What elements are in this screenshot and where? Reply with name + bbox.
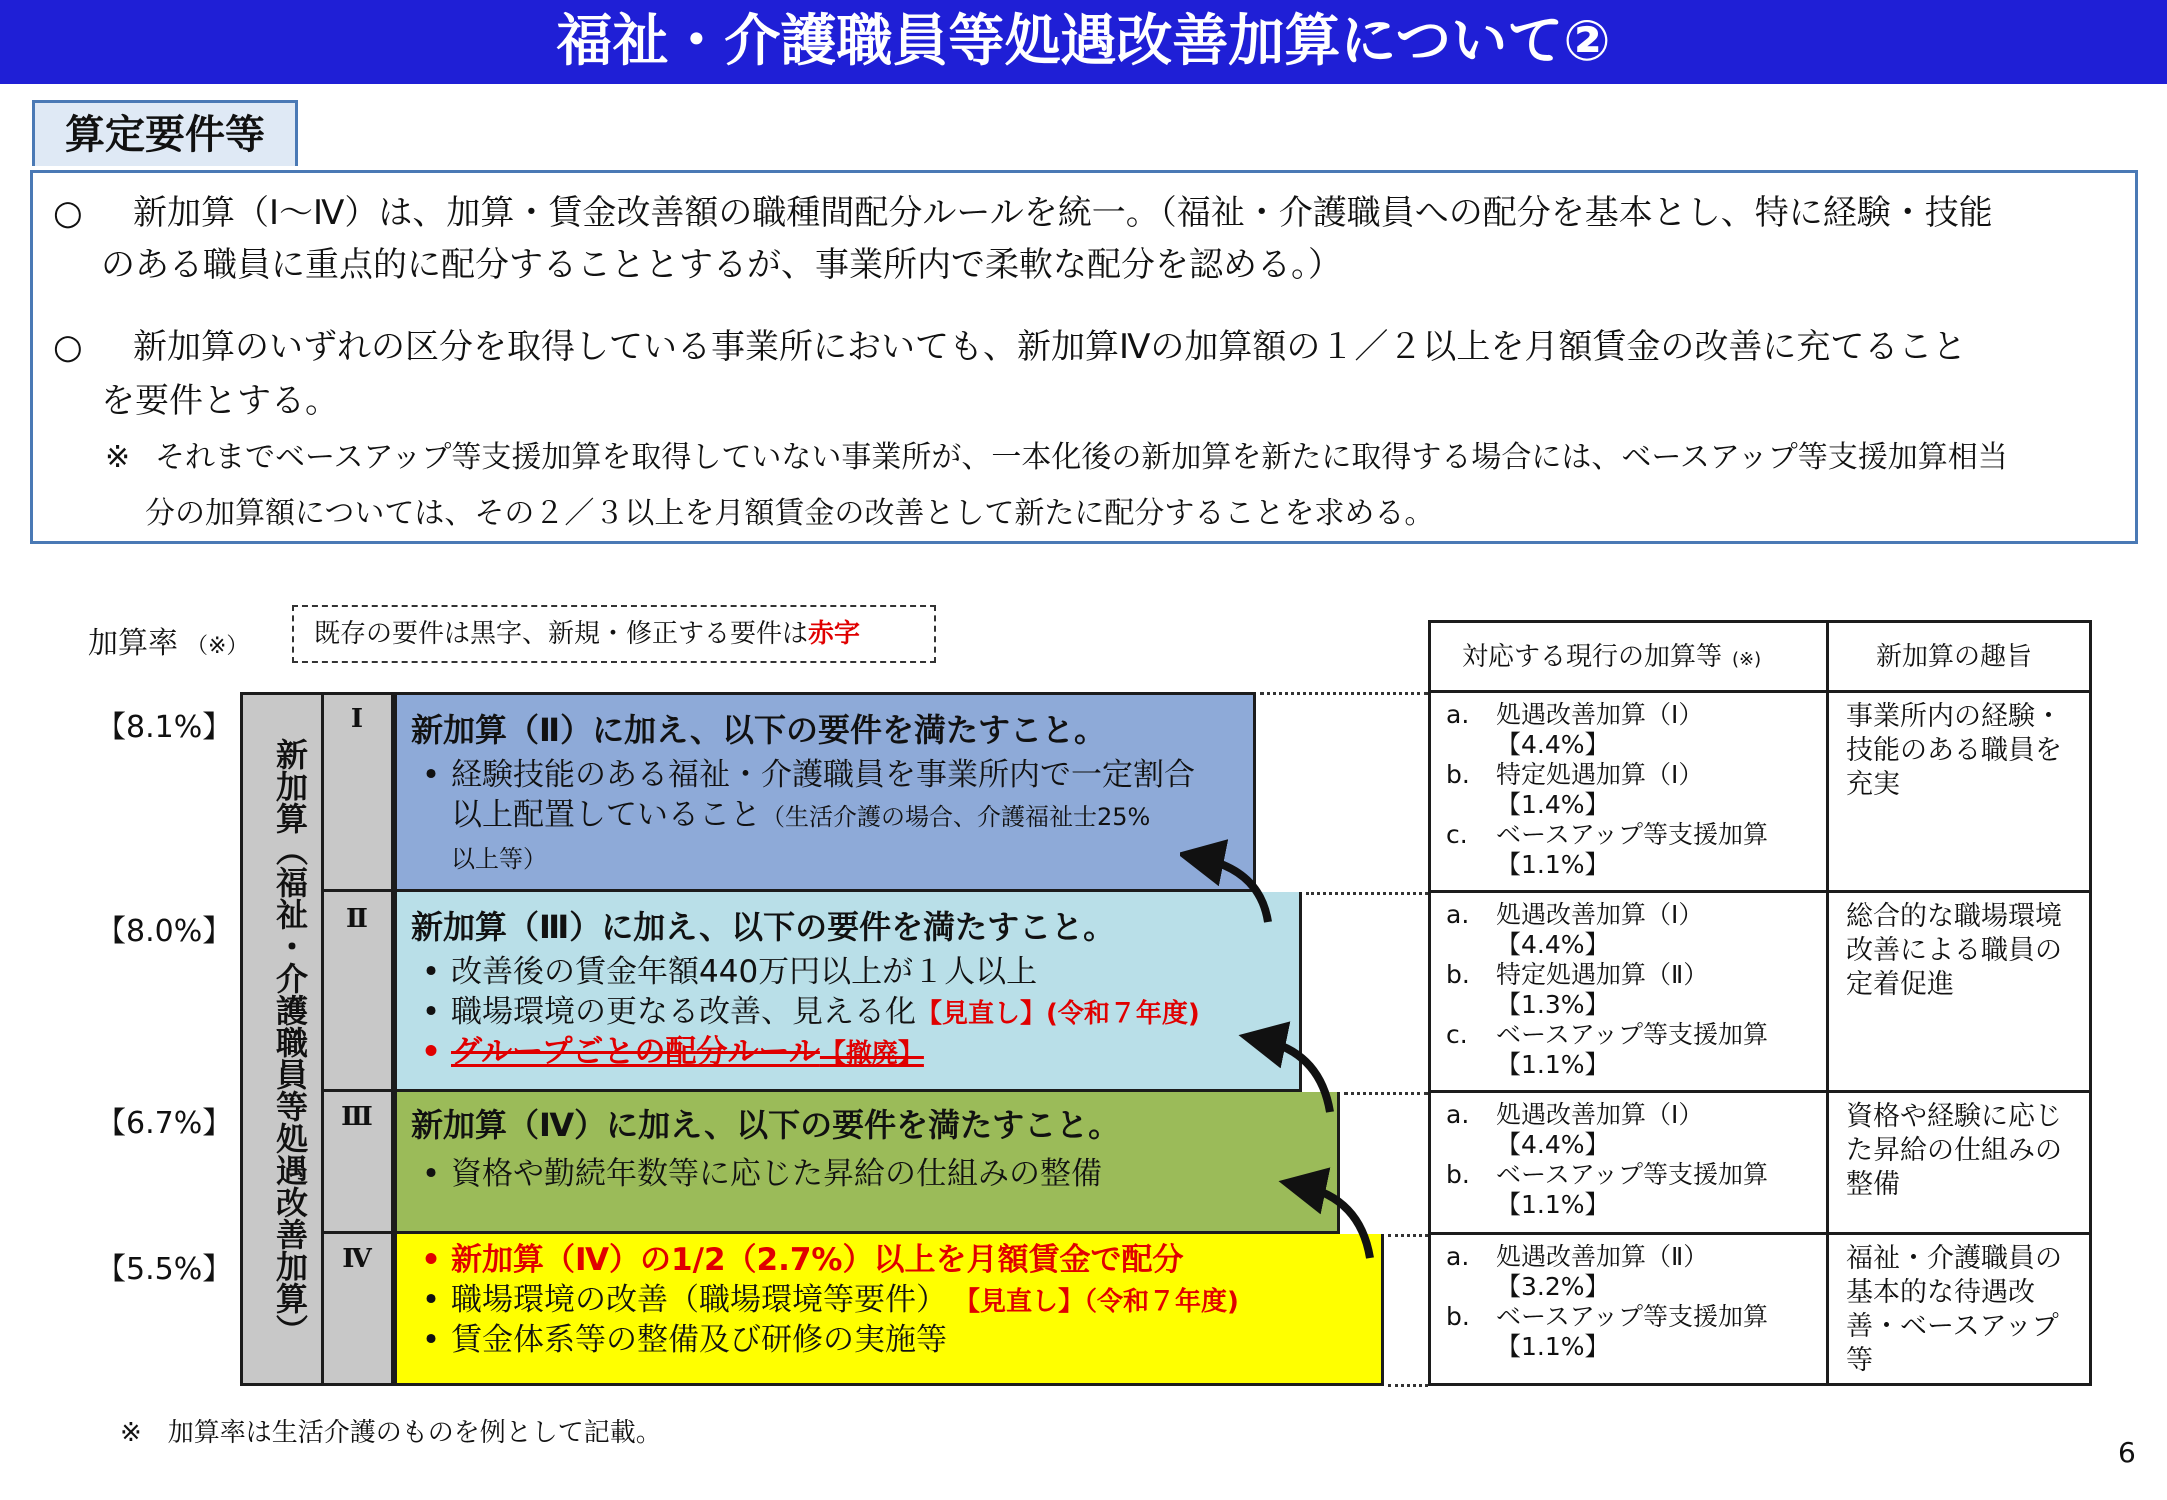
rate-tier-1: 【8.1%】 (96, 710, 233, 745)
connector-5 (1388, 1384, 1428, 1387)
tier-4-bullet-2-text: 職場環境の改善（職場環境等要件） (451, 1282, 947, 1318)
tier-1-bullet-1-cont-text: 以上配置していること (451, 797, 761, 833)
tier-2-bullet-2-text: 職場環境の更なる改善、見える化 (451, 994, 916, 1030)
tier-4-bullet-1 (411, 1240, 1184, 1280)
item-letter: a. (1446, 700, 1470, 729)
item-name: 特定処遇加算（Ⅱ） (1496, 960, 1709, 989)
table-header-left (1462, 636, 1761, 673)
tier-2-bullet-1 (411, 952, 1037, 992)
rate-tier-4: 【5.5%】 (96, 1252, 233, 1287)
item-name: 特定処遇加算（Ⅰ） (1496, 760, 1704, 789)
note-line-1: それまでベースアップ等支援加算を取得していない事業所が、一本化後の新加算を新たに取得する場合には、ベースアップ等支援加算相当 (155, 440, 2008, 475)
purpose-line: 総合的な職場環境 (1846, 901, 2062, 932)
item-name: ベースアップ等支援加算 (1496, 1160, 1769, 1189)
item-name: ベースアップ等支援加算 (1496, 1020, 1769, 1049)
purpose-line: 資格や経験に応じ (1846, 1101, 2062, 1132)
table-header-left-note: (※) (1732, 649, 1762, 670)
purpose-line: 技能のある職員を (1846, 735, 2062, 766)
table-row-2-items (1446, 900, 1768, 1080)
table-row-divider-2 (1428, 1090, 2092, 1093)
item-rate: 【4.4%】 (1496, 930, 1610, 959)
item-letter: a. (1446, 1242, 1470, 1271)
rate-tier-2: 【8.0%】 (96, 914, 233, 949)
rate-label-text: 加算率 (88, 626, 178, 661)
table-row-3-purpose (1846, 1100, 2062, 1202)
item-name: ベースアップ等支援加算 (1496, 1302, 1769, 1331)
tier-1-bullet-1-small2: 以上等） (451, 845, 547, 873)
requirement-1-line-2: のある職員に重点的に配分することとするが、事業所内で柔軟な配分を認める。） (101, 245, 1342, 285)
tier-2-bullet-3-red: 【撤廃】 (819, 1039, 924, 1069)
list-item (1446, 820, 1768, 850)
rate-label (88, 618, 248, 662)
item-rate: 【1.1%】 (1496, 850, 1610, 879)
note-line-2: 分の加算額については、その２／３以上を月額賃金の改善として新たに配分することを求める。 (145, 496, 1435, 531)
purpose-line: 定着促進 (1846, 969, 1954, 1000)
requirement-2-line-1: 新加算のいずれの区分を取得している事業所においても、新加算Ⅳの加算額の１／２以上を月額賃金の改善に充てること (133, 327, 1967, 367)
item-name: ベースアップ等支援加算 (1496, 820, 1769, 849)
bullet-dot: • (421, 1156, 441, 1192)
connector-4 (1388, 1234, 1428, 1237)
purpose-line: た昇給の仕組みの (1846, 1135, 2062, 1166)
tier-4-bullet-3 (411, 1320, 947, 1360)
purpose-line: 改善による職員の (1846, 935, 2062, 966)
tier-3-roman: Ⅲ (341, 1102, 373, 1132)
tier-4-bullet-3-text: 賃金体系等の整備及び研修の実施等 (451, 1322, 947, 1358)
purpose-line: 基本的な待遇改 (1846, 1277, 2035, 1308)
progression-arrows (1180, 830, 1420, 1270)
note-mark: ※ (105, 440, 131, 475)
item-rate: 【4.4%】 (1496, 1130, 1610, 1159)
item-rate: 【4.4%】 (1496, 730, 1610, 759)
page-title: 福祉・介護職員等処遇改善加算について② (556, 9, 1611, 74)
tier-1-roman: Ⅰ (350, 704, 364, 734)
item-letter: b. (1446, 1160, 1470, 1189)
tier-1-bullet-1 (411, 755, 1251, 795)
tier-2-roman: Ⅱ (346, 904, 368, 934)
list-item (1446, 1302, 1768, 1332)
purpose-line: 等 (1846, 1345, 1873, 1376)
tier-1-bullet-1-cont (451, 795, 1251, 837)
arrow-4-to-3-icon (1302, 1186, 1370, 1258)
purpose-line: 整備 (1846, 1169, 1900, 1200)
connector-1 (1260, 692, 1428, 695)
tier-2-bullet-2 (411, 992, 1200, 1034)
requirement-item-1 (53, 187, 2133, 239)
table-row-4-items (1446, 1242, 1768, 1362)
tier-1-bullet-1-small: （生活介護の場合、介護福祉士25% (761, 803, 1151, 831)
bullet-circle: ○ (53, 327, 83, 367)
table-row-2-purpose (1846, 900, 2062, 1002)
tier-2-bullet-2-red: 【見直し】(令和７年度) (916, 999, 1200, 1029)
item-name: 処遇改善加算（Ⅰ） (1496, 900, 1704, 929)
table-row-1-purpose (1846, 700, 2062, 802)
arrow-3-to-2-icon (1262, 1040, 1330, 1112)
tier-1-box (394, 692, 1256, 892)
table-column-divider (1826, 620, 1829, 1386)
purpose-line: 充実 (1846, 769, 1900, 800)
table-header-left-text: 対応する現行の加算等 (1462, 642, 1723, 672)
requirement-1-line-1: 新加算（Ⅰ～Ⅳ）は、加算・賃金改善額の職種間配分ルールを統一。（福祉・介護職員への配分を基本とし、特に経験・技能 (133, 193, 1993, 233)
legend-black-text: 既存の要件は黒字、新規・修正する要件は (314, 619, 809, 649)
page-number: 6 (2118, 1436, 2136, 1469)
requirement-item-2 (53, 321, 2133, 373)
bullet-dot: • (421, 954, 441, 990)
item-rate: 【1.1%】 (1496, 1050, 1610, 1079)
table-header-right: 新加算の趣旨 (1876, 642, 2033, 672)
item-rate: 【3.2%】 (1496, 1272, 1610, 1301)
purpose-line: 善・ベースアップ (1846, 1311, 2059, 1342)
item-rate: 【1.4%】 (1496, 790, 1610, 819)
item-rate: 【1.1%】 (1496, 1332, 1610, 1361)
item-rate: 【1.1%】 (1496, 1190, 1610, 1219)
item-letter: b. (1446, 760, 1470, 789)
purpose-line: 事業所内の経験・ (1846, 701, 2062, 732)
requirements-box (30, 170, 2138, 544)
item-name: 処遇改善加算（Ⅰ） (1496, 1100, 1704, 1129)
vertical-label: 新加算（福祉・介護職員等処遇改善加算） (271, 738, 309, 1346)
tier-4-roman: Ⅳ (342, 1244, 372, 1274)
legend-red-text: 赤字 (808, 619, 861, 649)
table-row-4-purpose (1846, 1242, 2062, 1378)
tier-2-box (394, 892, 1302, 1092)
item-letter: a. (1446, 1100, 1470, 1129)
item-name: 処遇改善加算（Ⅰ） (1496, 700, 1704, 729)
tier-4-bullet-2 (411, 1280, 1239, 1322)
tier-2-bullet-1-text: 改善後の賃金年額440万円以上が１人以上 (451, 954, 1038, 990)
tier-4-bullet-1-text: 新加算（Ⅳ）の1/2（2.7%）以上を月額賃金で配分 (451, 1242, 1184, 1278)
item-name: 処遇改善加算（Ⅱ） (1496, 1242, 1709, 1271)
tier-3-title: 新加算（Ⅳ）に加え、以下の要件を満たすこと。 (411, 1106, 1121, 1144)
section-tab: 算定要件等 (32, 100, 298, 166)
list-item (1446, 960, 1768, 990)
list-item (1446, 1100, 1768, 1130)
tier-2-bullet-3 (411, 1032, 924, 1074)
table-row-divider-1 (1428, 890, 2092, 893)
bullet-dot: • (421, 1282, 441, 1318)
list-item (1446, 900, 1768, 930)
legend-box (292, 605, 936, 663)
table-row-3-items (1446, 1100, 1768, 1220)
requirement-note (105, 431, 2135, 485)
item-letter: c. (1446, 1020, 1468, 1049)
tier-3-bullet-1 (411, 1154, 1102, 1194)
tier-1-title: 新加算（Ⅱ）に加え、以下の要件を満たすこと。 (411, 711, 1106, 749)
item-letter: b. (1446, 960, 1470, 989)
list-item (1446, 1020, 1768, 1050)
item-letter: c. (1446, 820, 1468, 849)
rate-tier-3: 【6.7%】 (96, 1106, 233, 1141)
tier-3-bullet-1-text: 資格や勤続年数等に応じた昇給の仕組みの整備 (451, 1156, 1102, 1192)
tier-1-bullet-1-text: 経験技能のある福祉・介護職員を事業所内で一定割合 (451, 757, 1195, 793)
list-item (1446, 1160, 1768, 1190)
footnote: ※ 加算率は生活介護のものを例として記載。 (120, 1418, 662, 1448)
purpose-line: 福祉・介護職員の (1846, 1243, 2062, 1274)
requirement-2-line-2: を要件とする。 (101, 381, 339, 421)
bullet-dot: • (421, 1034, 441, 1070)
item-letter: b. (1446, 1302, 1470, 1331)
bullet-dot: • (421, 1322, 441, 1358)
tier-2-title: 新加算（Ⅲ）に加え、以下の要件を満たすこと。 (411, 908, 1116, 946)
bullet-dot: • (421, 757, 441, 793)
table-header-divider (1428, 690, 2092, 693)
tier-4-bullet-2-red: 【見直し】（令和７年度) (967, 1287, 1239, 1317)
item-rate: 【1.3%】 (1496, 990, 1610, 1019)
tier-2-bullet-3-strike: グループごとの配分ルール (451, 1034, 820, 1070)
connector-2 (1306, 892, 1428, 895)
list-item (1446, 700, 1768, 730)
item-letter: a. (1446, 900, 1470, 929)
list-item (1446, 1242, 1768, 1272)
bullet-dot: • (421, 994, 441, 1030)
bullet-dot: • (421, 1242, 441, 1278)
bullet-circle: ○ (53, 193, 83, 233)
table-row-1-items (1446, 700, 1768, 880)
rate-label-note: （※） (186, 634, 249, 659)
arrow-2-to-1-icon (1200, 858, 1268, 922)
list-item (1446, 760, 1768, 790)
connector-3 (1344, 1092, 1428, 1095)
table-row-divider-3 (1428, 1232, 2092, 1235)
